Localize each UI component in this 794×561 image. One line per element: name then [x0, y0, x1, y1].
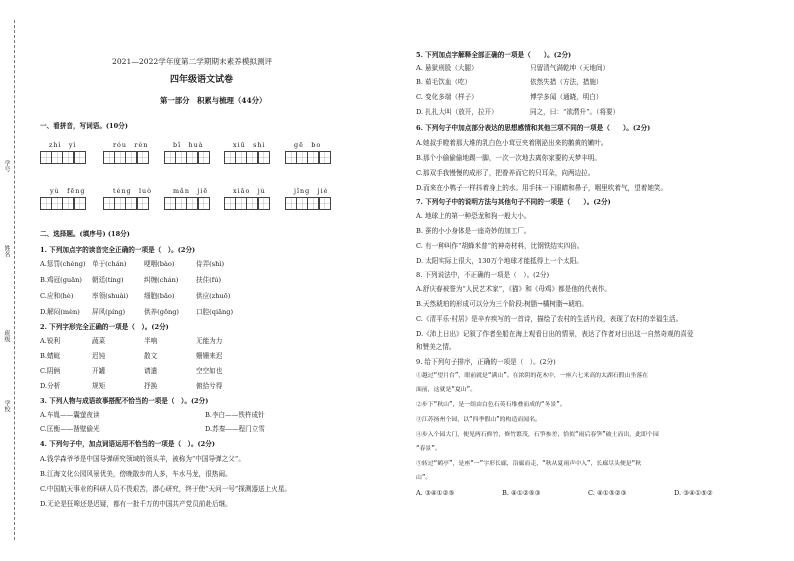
q9-sentence: ①越过“望月台”，眼前就是“满山”。在浓阴的花木中，一座六七米高的太湖石假山坐落在: [416, 373, 649, 379]
q2-option: 空空如也: [196, 367, 223, 375]
q8-option-cont: 和赞美之情。: [416, 343, 456, 351]
q8-option: C.《清平乐·村居》是辛弃疾写的一首诗，描绘了农村的生活片段，表现了农村的幸福生活。: [416, 315, 683, 323]
q1-option: 单于(chán): [92, 260, 127, 268]
q6-option: D.而来在小鸭子一样抖着身上的水。用手抹一下眼睛和鼻子，咽里吹着气，望着她笑。: [416, 184, 668, 192]
writing-grid[interactable]: [164, 197, 209, 210]
q2-options-c: [40, 367, 248, 375]
pinyin: xiū shì: [233, 141, 266, 149]
q7-option: B. 蚕的小小身体是一座奇妙的加工厂。: [416, 227, 531, 235]
q5-option: A. 悬狱刑股（大腿）: [416, 64, 478, 72]
question-5: 5. 下列加点字解释全部正确的一项是（ ）。(2分): [416, 51, 572, 59]
q2-option: 蔬菜: [92, 337, 106, 345]
question-8: 8. 下列说法中，不正确的一项是（ ）。(2分): [416, 271, 550, 279]
q5-option: 同之，曰：“欲潸升”。（将要）: [530, 108, 620, 116]
q7-option: D. 太阳实际上很大，130万个地球才能抵得上一个太阳。: [416, 257, 583, 265]
pinyin: xiāo jù: [233, 187, 266, 195]
q9-option: C. ④①⑤②③: [588, 489, 627, 497]
question-2: 2. 下列字形完全正确的一项是（ ）。(2分): [40, 323, 169, 331]
q2-option: D.分析: [40, 382, 61, 390]
section-2-heading: 二、选择题。(填序号) (18分): [40, 230, 130, 238]
q2-option: 抒换: [144, 382, 158, 390]
section-1-heading: 一、看拼音，写词语。(10分): [40, 122, 128, 130]
q5-option: 只留清气满乾坤（天地间）: [530, 64, 610, 72]
q3-option: C.匡衡——凿壁偷光: [40, 425, 100, 433]
q8-option: A.舒庆春被誉为“人民艺术家”，《猫》和《母鸡》都是他的代表作。: [416, 285, 611, 293]
q7-option: A. 地球上的第一种恐龙和狗一般大小。: [416, 212, 531, 220]
q9-sentence: ③江苏扬州个园，以“四季假山”的构造而闻名。: [416, 417, 541, 423]
q4-option: C.中国航天事业的科研人员不畏艰苦，潜心研究，终于使“天问一号”探测器送上火星。: [40, 485, 292, 493]
writing-grid[interactable]: [285, 151, 330, 164]
q2-option: A.锐利: [40, 337, 61, 345]
q5-option: B. 茹毛饮血（吃）: [416, 78, 472, 86]
q4-option: A.钱学森爷爷是中国导弹研究领域的领头羊，被称为“中国导弹之父”。: [40, 455, 245, 463]
exam-header: 2021—2022学年度第二学期期末素养模拟测评: [112, 57, 273, 66]
q1-option: 细胞(bāo): [144, 292, 175, 300]
q1-option: 纠缠(chán): [144, 276, 179, 284]
q2-option: B.蜻蜓: [40, 352, 61, 360]
q2-option: 姗姗来迟: [196, 352, 223, 360]
q1-option: 扶住(fú): [196, 276, 222, 284]
q6-option: B.那个小偷偷偷地踢一脚，一次一次地去离你家要的天梦丰明。: [416, 154, 601, 162]
q2-option: C.阴俩: [40, 367, 61, 375]
pinyin: zhì yì: [49, 141, 77, 149]
q9-sentence: ②步下“秋山”，是一组由白色石英石堆叠而成的“冬景”。: [416, 402, 566, 408]
part-heading: 第一部分 积累与梳理（44分）: [160, 96, 267, 105]
pinyin: róu rèn: [113, 141, 149, 149]
side-label-name: 姓名: [3, 245, 10, 257]
q9-sentence: 山”。: [416, 475, 432, 481]
pinyin: mǎn jiē: [173, 187, 209, 195]
pinyin: gē bo: [294, 141, 322, 149]
q9-sentence: “春景”。: [416, 446, 441, 452]
q2-options-a: [40, 337, 248, 345]
page-title: 四年级语文试卷: [170, 75, 234, 85]
q1-option: C.应和(hè): [40, 292, 74, 300]
side-label-id: 学号: [3, 160, 10, 172]
q1-options-a: [40, 260, 248, 268]
writing-grid[interactable]: [285, 197, 330, 210]
writing-grid[interactable]: [224, 151, 269, 164]
q1-option: B.鸡冠(guān): [40, 276, 82, 284]
binding-dashed-line: [14, 20, 15, 540]
q8-option: B.天然琥珀的形成可以分为三个阶段:树脂→橘树脂→琥珀。: [416, 300, 588, 308]
writing-grid[interactable]: [40, 197, 85, 210]
q2-options-b: [40, 352, 248, 360]
q1-option: 口腔(qiāng): [196, 308, 234, 316]
q9-option: B. ④①②⑤③: [502, 489, 541, 497]
q1-option: 朝廷(tíng): [92, 276, 124, 284]
question-3: 3. 下列人物与成语故事搭配不恰当的一项是（ ）。(2分): [40, 397, 209, 405]
q2-option: 迟钝: [92, 352, 106, 360]
question-7: 7. 下列句子中的说明方法与其他句子不同的一项是（ ）。(2分): [416, 198, 611, 206]
q5-option: 依然失措（方法，措施）: [530, 78, 603, 86]
pinyin: téng luò: [113, 187, 152, 195]
q2-option: 开罐: [92, 367, 106, 375]
q2-option: 请遣: [144, 367, 158, 375]
q6-option: C.那双手我慢慢的成形了，把眷养而它的只耳朵，向两边拉。: [416, 169, 595, 177]
q1-option: 屏风(píng): [92, 308, 126, 316]
writing-grid[interactable]: [103, 197, 148, 210]
q9-option: A. ③④①②⑤: [416, 489, 455, 497]
q2-option: 半响: [144, 337, 158, 345]
q9-sentence: ④步入个园大门，便见两石修竹，修竹繁茂，石笋参差，恰似“雨后春笋”破土而出，此即个园: [416, 432, 659, 438]
writing-grid[interactable]: [40, 151, 85, 164]
q1-option: A.惩罚(chéng): [40, 260, 86, 268]
q2-option: 俯拾兮得: [196, 382, 223, 390]
q2-option: 散文: [144, 352, 158, 360]
q7-option: C. 有一种叫作“胡蜂米普”的神奇材料，比钢铁结实四倍。: [416, 242, 584, 250]
writing-grid[interactable]: [103, 151, 148, 164]
q3-option: A.车胤——囊萤夜读: [40, 411, 100, 419]
q2-option: 规矩: [92, 382, 106, 390]
q1-option: 供养(gōng): [144, 308, 179, 316]
question-9: 9. 给下列句子排序，正确的一项是（ ）。(2分): [416, 358, 556, 366]
question-1: 1. 下列加点字的读音完全正确的一项是（ ）。(2分): [40, 246, 196, 254]
q1-option: 侍弄(shì): [196, 260, 225, 268]
q1-options-b: [40, 276, 248, 284]
writing-grid[interactable]: [224, 197, 269, 210]
q3-option: B.李白——铁杵成针: [205, 411, 265, 419]
q2-option: 无能为力: [196, 337, 223, 345]
writing-grid[interactable]: [164, 151, 209, 164]
q9-options: [416, 489, 760, 497]
q1-option: 率领(shuài): [92, 292, 129, 300]
side-label-school: 学校: [3, 400, 10, 412]
q9-sentence: 面前，这就是“夏山”。: [416, 387, 477, 393]
q8-option: D.《沛上日出》记叙了作者坐船在海上观看日出的情景，表达了作者对日出这一自然奇观的喜爱: [416, 330, 694, 338]
q3-option: D.苏秦——程门立雪: [205, 425, 265, 433]
q1-options-d: [40, 308, 248, 316]
q1-option: 供应(zhuō): [196, 292, 231, 300]
q9-sentence: ⑤转过“鹤亭”，是座“一”字形长廊，沿廊而走，“秋从夏雨声中入”，长廊尽头便是“秋: [416, 461, 642, 467]
q5-option: C. 变化多端（样子）: [416, 93, 478, 101]
pinyin: yù fēng: [50, 187, 86, 195]
q1-options-c: [40, 292, 248, 300]
q2-options-d: [40, 382, 248, 390]
side-label-class: 班级: [3, 330, 10, 342]
question-4: 4. 下列句子中，加点词语运用不恰当的一项是（ ）。(2分): [40, 440, 215, 448]
pinyin: jǐng jiè: [294, 187, 329, 195]
pinyin: bǐ huà: [173, 141, 204, 149]
q4-option: B.江海文化公园风景优美，傍晚散步的人多，车水马龙，很热闹。: [40, 470, 232, 478]
question-6: 6. 下列句子中加点部分表达的思想感情和其他三项不同的一项是（ ）。(2分): [416, 124, 651, 132]
q5-option: 博学多闻（通晓，明白）: [530, 93, 603, 101]
q5-option: D. 扎扎大叫（放开，拉开）: [416, 108, 498, 116]
q4-option: D.无论是狂嗥还是迟疑，都有一批千万的中国共产党员前赴后继。: [40, 500, 232, 508]
q9-option: D. ③④①⑤②: [674, 489, 713, 497]
q6-option: A.她叔手瞪着那大堆的乳白色小茸豆夹着刚泌出来的鹅黄的嫩叶。: [416, 139, 608, 147]
q1-option: D.解闷(mèn): [40, 308, 80, 316]
q1-option: 哽咽(bào): [144, 260, 175, 268]
